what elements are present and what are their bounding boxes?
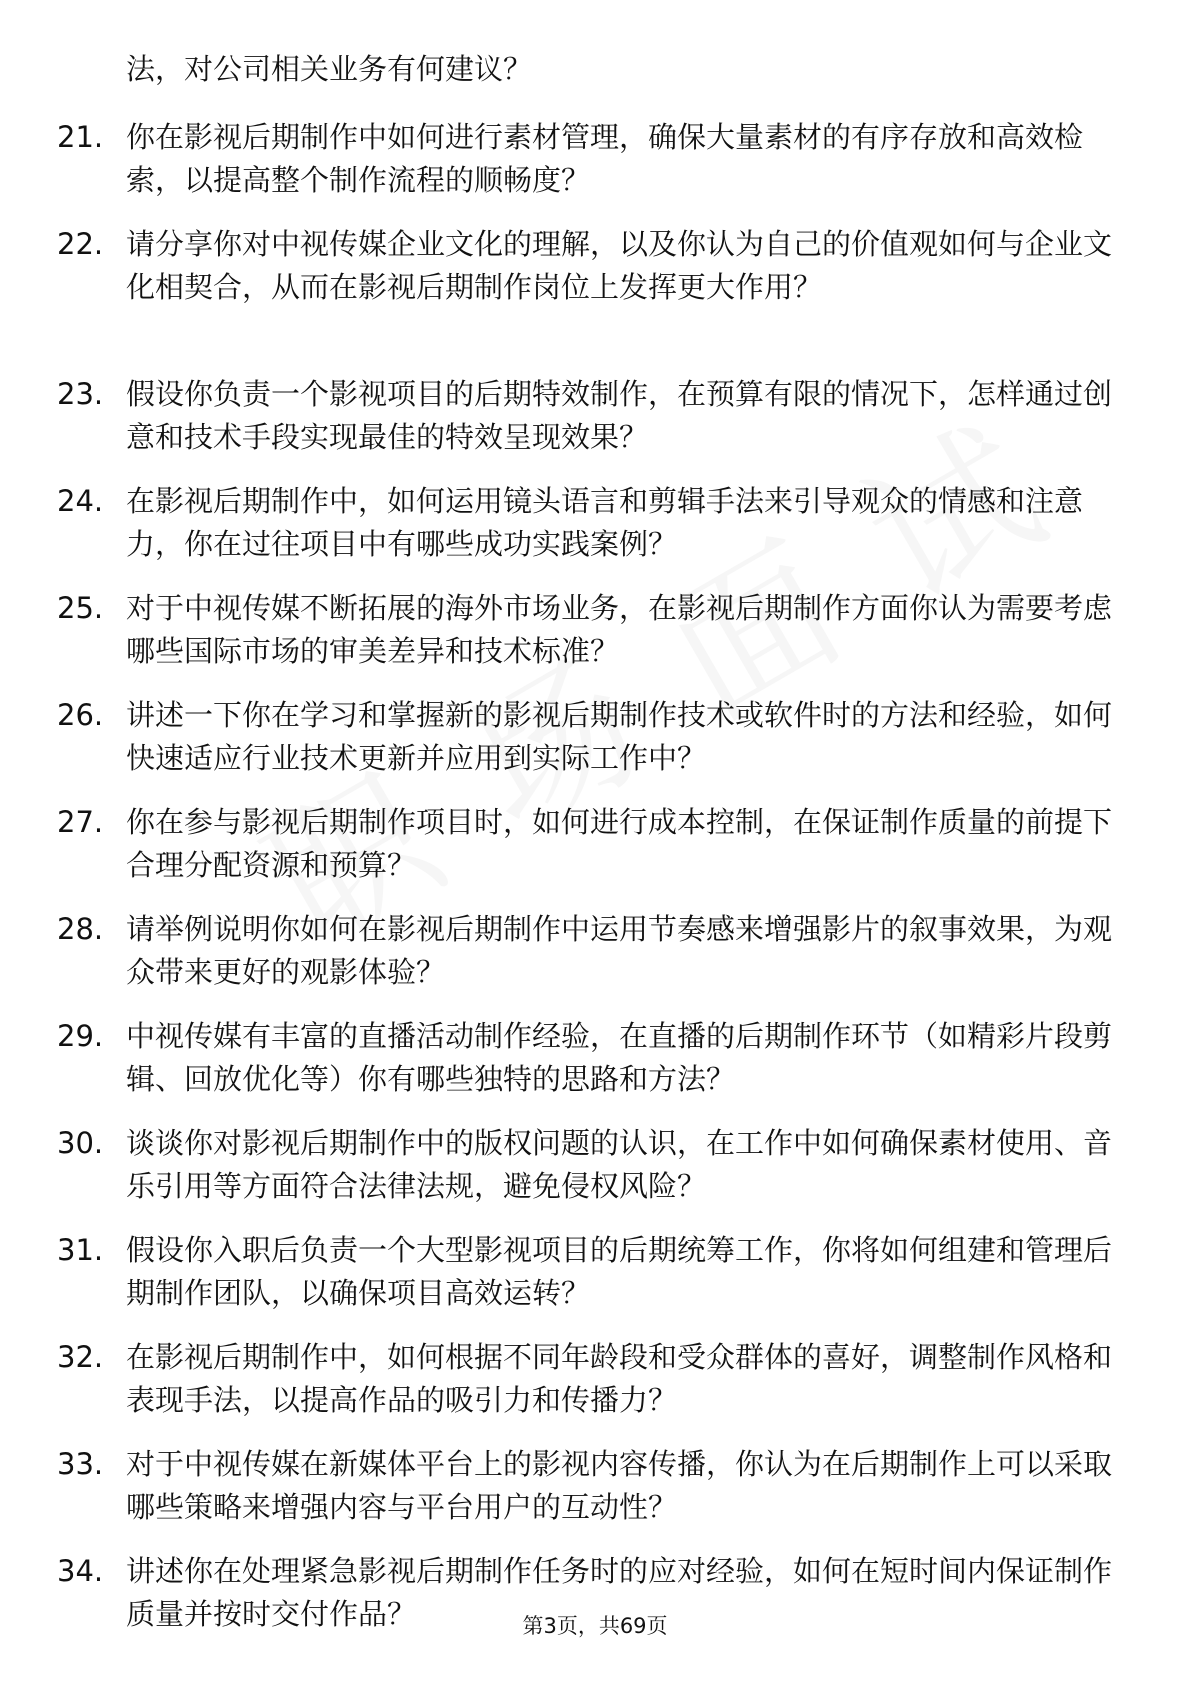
question-number: 34. (57, 1554, 104, 1588)
question-item (0, 1327, 1190, 1434)
question-number: 30. (57, 1126, 104, 1160)
question-text: 请分享你对中视传媒企业文化的理解，以及你认为自己的价值观如何与企业文化相契合，从而在影视后期制作岗位上发挥更大作用？ (126, 227, 1113, 304)
continuation-text: 法，对公司相关业务有何建议？ (126, 52, 533, 86)
question-text: 在影视后期制作中，如何运用镜头语言和剪辑手法来引导观众的情感和注意力，你在过往项目中有哪些成功实践案例？ (126, 484, 1084, 561)
question-item (0, 471, 1190, 578)
question-number: 23. (57, 377, 104, 411)
question-number: 26. (57, 698, 104, 732)
question-number: 21. (57, 120, 104, 154)
question-item (0, 1006, 1190, 1113)
question-item (0, 1434, 1190, 1541)
question-number: 31. (57, 1233, 104, 1267)
question-text: 你在影视后期制作中如何进行素材管理，确保大量素材的有序存放和高效检索，以提高整个制作流程的顺畅度？ (126, 120, 1084, 197)
question-number: 25. (57, 591, 104, 625)
question-number: 28. (57, 912, 104, 946)
question-number: 33. (57, 1447, 104, 1481)
question-item (0, 578, 1190, 685)
question-item (0, 364, 1190, 471)
question-item (0, 1113, 1190, 1220)
question-number: 29. (57, 1019, 104, 1053)
page-footer: 第3页，共69页 (522, 1614, 668, 1638)
question-text: 谈谈你对影视后期制作中的版权问题的认识，在工作中如何确保素材使用、音乐引用等方面符合法律法规，避免侵权风险？ (126, 1126, 1113, 1203)
question-text: 请举例说明你如何在影视后期制作中运用节奏感来增强影片的叙事效果，为观众带来更好的观影体验？ (126, 912, 1113, 989)
question-item (0, 685, 1190, 792)
question-text: 在影视后期制作中，如何根据不同年龄段和受众群体的喜好，调整制作风格和表现手法，以提高作品的吸引力和传播力？ (126, 1340, 1113, 1417)
question-item (0, 214, 1190, 364)
question-number: 22. (57, 227, 104, 261)
question-text: 中视传媒有丰富的直播活动制作经验，在直播的后期制作环节（如精彩片段剪辑、回放优化等）你有哪些独特的思路和方法？ (126, 1019, 1113, 1096)
question-number: 32. (57, 1340, 104, 1374)
question-number: 24. (57, 484, 104, 518)
question-item (0, 792, 1190, 899)
question-item (0, 899, 1190, 1006)
question-item (0, 1220, 1190, 1327)
question-text: 你在参与影视后期制作项目时，如何进行成本控制，在保证制作质量的前提下合理分配资源和预算？ (126, 805, 1113, 882)
question-list (0, 107, 1190, 1648)
question-text: 假设你入职后负责一个大型影视项目的后期统筹工作，你将如何组建和管理后期制作团队，以确保项目高效运转？ (126, 1233, 1113, 1310)
question-text: 对于中视传媒在新媒体平台上的影视内容传播，你认为在后期制作上可以采取哪些策略来增强内容与平台用户的互动性？ (126, 1447, 1113, 1524)
question-text: 假设你负责一个影视项目的后期特效制作，在预算有限的情况下，怎样通过创意和技术手段实现最佳的特效呈现效果？ (126, 377, 1113, 454)
question-text: 讲述你在处理紧急影视后期制作任务时的应对经验，如何在短时间内保证制作质量并按时交付作品？ (126, 1554, 1113, 1631)
question-number: 27. (57, 805, 104, 839)
question-text: 对于中视传媒不断拓展的海外市场业务，在影视后期制作方面你认为需要考虑哪些国际市场的审美差异和技术标准？ (126, 591, 1113, 668)
question-item (0, 107, 1190, 214)
question-text: 讲述一下你在学习和掌握新的影视后期制作技术或软件时的方法和经验，如何快速适应行业技术更新并应用到实际工作中？ (126, 698, 1113, 775)
